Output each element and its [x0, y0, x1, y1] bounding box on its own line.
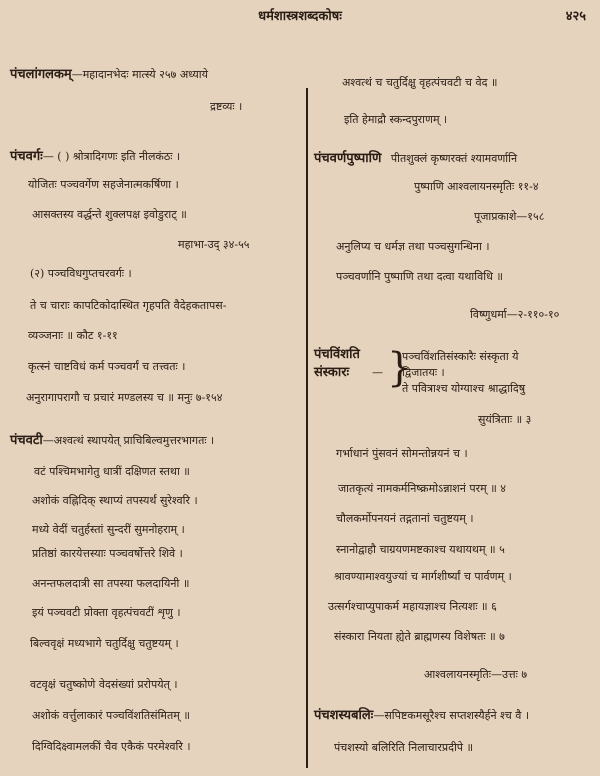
entry-panchavarnapushpani	[314, 152, 517, 166]
definition: — ( ) श्रोत्रादिगणः इति नीलकंठः ।	[42, 150, 181, 163]
verse-line: गर्भाधानं पुंसवनं सोमन्तोन्नयनं च ।	[336, 447, 468, 460]
verse-line: चौलकर्मोपनयनं तद्गतानां चतुष्टयम् ।	[336, 512, 474, 525]
verse-line: वटं पश्चिमभागेतु धात्रीं दक्षिणत स्तथा ॥	[34, 465, 190, 478]
verse-line: अनुरागापरागौ च प्रचारं मण्डलस्य च ॥ मनुः ७-१५४	[26, 391, 223, 404]
verse-line: अनुलिप्य च धर्मज्ञ तथा पञ्चसुगन्धिना ।	[336, 240, 490, 253]
entry-panchashasyabalih	[314, 709, 529, 723]
verse-line: कृत्स्नं चाष्टविधं कर्म पञ्चवर्गं च तत्त्वतः ।	[28, 360, 186, 373]
entry-panchavargah	[10, 150, 180, 164]
verse-line: आसक्तस्य वर्द्धन्ते शुक्लपक्ष इवोडुराट् ॥	[32, 208, 187, 221]
verse-line: संस्कारा नियता ह्येते ब्राह्मणस्य विशेषतः ॥ ७	[334, 630, 505, 643]
verse-line: उत्सर्गश्चाप्युपाकर्म महायज्ञाश्च नित्यशः ॥ ६	[328, 600, 497, 613]
verse-line: जातकृत्यं नामकर्मनिष्क्रमोऽन्नाशनं परम् ॥ ४	[338, 482, 507, 495]
verse-line: मध्ये वेदीं चतुर्हस्तां सुन्दरीं सुमनोहराम् ।	[32, 523, 185, 536]
definition-line: सुयंत्रिताः ॥ ३	[478, 413, 532, 426]
reference: महाभा-उद् ३४-५५	[178, 238, 250, 251]
verse-line: वटवृक्षं चतुष्कोणे वेदसंख्यां प्ररोपयेत् ।	[30, 678, 178, 691]
verse-line: अशोकं वह्निदिक् स्थाप्यं तपस्यर्थं सुरेश्वरि ।	[32, 494, 198, 507]
definition-line: द्रष्टव्यः ।	[210, 100, 243, 113]
verse-line: अशोकं वर्त्तुलाकारं पञ्चविंशतिसंमितम् ॥	[32, 709, 190, 722]
headword: संस्कारः	[314, 365, 350, 380]
page-number: ४२५	[565, 9, 586, 24]
brace: }	[387, 345, 413, 391]
definition: पीतशुक्लं कृष्णरक्तं श्यामवर्णानि	[390, 152, 518, 165]
dash: —	[372, 366, 383, 379]
entry-panchavati	[10, 434, 214, 448]
entry-panchalangalakam	[10, 68, 208, 82]
verse-line: पंचशस्यो बलिरिति निलाचारप्रदीपे ॥	[334, 741, 474, 754]
headword: पंचविंशति	[314, 347, 360, 362]
verse-line: बिल्ववृक्षं मध्यभागे चतुर्दिक्षु चतुष्टयम् ।	[30, 637, 179, 650]
definition-line: पञ्चविंशतिसंस्कारैः संस्कृता ये	[402, 350, 519, 363]
definition: —सपिष्टकमसूरैश्च सप्तशस्यैर्हने श्च वै ।	[373, 709, 529, 722]
definition-line: व्यञ्जनाः ॥ कौट १-११	[28, 329, 118, 342]
definition: —अश्वत्थं स्थापयेत् प्राचिबिल्वमुत्तरभागतः ।	[42, 434, 215, 447]
definition-line: ते च चाराः कापटिकोदास्थित गृहपति वैदेहकतापस-	[30, 299, 227, 312]
verse-line: अनन्तफलदात्री सा तपस्या फलदायिनी ॥	[32, 577, 190, 590]
verse-line: इयं पञ्चवटी प्रोक्ता वृहत्पंचवटीं शृणु ।	[32, 606, 181, 619]
definition: —महादानभेदः मात्स्ये २५७ अध्याये	[71, 68, 208, 81]
definition-line: (२) पञ्चविधगुप्तचरवर्गः ।	[30, 267, 132, 280]
verse-line: अश्वत्थं च चतुर्दिक्षु वृहत्पंचवटी च वेद ॥	[342, 76, 498, 89]
headword: पंचवर्णपुष्पाणि	[314, 151, 382, 166]
column-divider	[306, 88, 308, 768]
headword: पंचवटी	[10, 433, 43, 448]
reference: विष्णुधर्मा—२-११०-१०	[470, 308, 560, 321]
citation-line: इति हेमाद्रौ स्कन्दपुराणम् ।	[344, 113, 448, 126]
verse-line: दिग्विदिक्ष्वामलकीं चैव एकैकं परमेश्वरि ।	[32, 740, 191, 753]
definition-line: ते पवित्राश्च योग्याश्च श्राद्धादिषु	[402, 382, 526, 395]
headword: पंचवर्गः	[10, 149, 43, 164]
verse-line: पञ्चवर्णानि पुष्पाणि तथा दत्वा यथाविधि ॥	[336, 270, 503, 283]
definition-line: द्विजातयः ।	[402, 366, 445, 379]
reference: पूजाप्रकाशे—१५८	[474, 210, 545, 223]
verse-line: स्नानोद्वाहौ चाग्रयणमष्टकाश्च यथायथम् ॥ ५	[336, 543, 505, 556]
reference: आश्वलायनस्मृतिः—उत्तः ७	[424, 668, 528, 681]
verse-line: प्रतिष्ठां कारयेत्तस्याः पञ्चवर्षोत्तरे शिवे ।	[32, 547, 183, 560]
definition-line: पुष्पाणि आश्वलायनस्मृतिः ११-४	[414, 180, 539, 193]
running-header-title: धर्मशास्त्रशब्दकोषः	[258, 9, 342, 24]
headword: पंचलांगलकम्	[10, 67, 72, 82]
verse-line: श्रावण्यामाश्वयुज्यां च मार्गशीर्ष्यां च पार्वणम् ।	[334, 570, 512, 583]
verse-line: योजितः पञ्चवर्गेण सहजेनात्मकर्षिणा ।	[28, 178, 179, 191]
headword: पंचशस्यबलिः	[314, 708, 374, 723]
